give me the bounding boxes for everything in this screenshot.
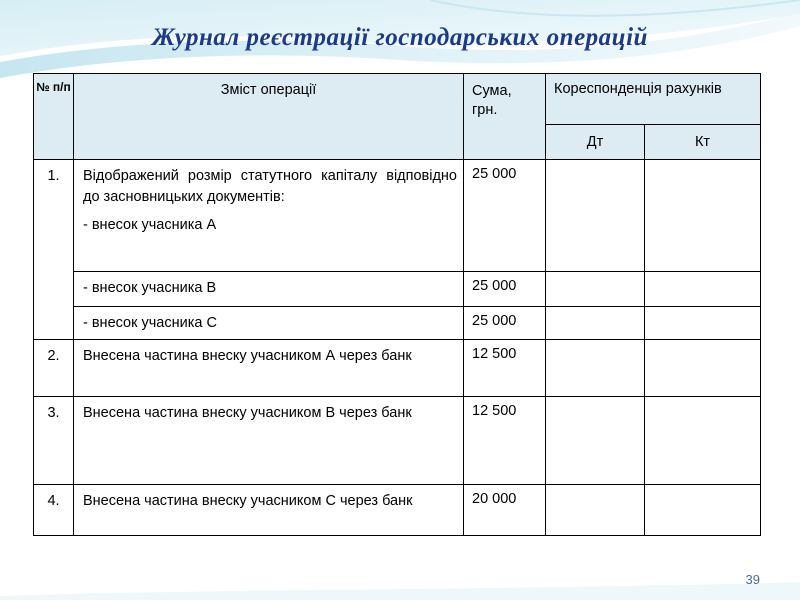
col-header-correspondence: Кореспонденція рахунків [546,74,761,125]
row-number: 2. [34,340,74,397]
table-row [34,485,761,536]
page-title: Журнал реєстрації господарських операцій [152,24,648,51]
row-number: 1. [34,160,74,340]
col-header-content: Зміст операції [74,74,464,160]
operation-content: Внесена частина внеску учасником А через банк [74,340,464,397]
credit-cell [645,397,761,485]
operations-journal-table [33,73,761,536]
operation-content: - внесок учасника В [74,272,464,307]
credit-cell [645,160,761,272]
col-header-num: № п/п [34,74,74,160]
debit-cell [546,307,645,340]
operation-content: Внесена частина внеску учасником В через банк [74,397,464,485]
table-row [34,307,761,340]
table-row [34,397,761,485]
table-row [34,340,761,397]
operation-content: - внесок учасника С [74,307,464,340]
debit-cell [546,485,645,536]
table-row [34,272,761,307]
credit-cell [645,485,761,536]
operation-content [74,160,464,272]
debit-cell [546,160,645,272]
credit-cell [645,272,761,307]
credit-cell [645,307,761,340]
operation-sum: 25 000 [464,307,546,340]
table-row [34,160,761,272]
operation-sum: 20 000 [464,485,546,536]
col-header-credit: Кт [645,125,761,160]
page-number: 39 [745,572,760,587]
operation-subitem: - внесок учасника А [83,217,217,234]
credit-cell [645,340,761,397]
operation-sum: 12 500 [464,397,546,485]
operation-sum: 25 000 [464,272,546,307]
debit-cell [546,397,645,485]
debit-cell [546,340,645,397]
operation-sum: 25 000 [464,160,546,272]
row-number: 3. [34,397,74,485]
col-header-sum: Сума, грн. [464,74,546,160]
col-header-debit: Дт [546,125,645,160]
operation-sum: 12 500 [464,340,546,397]
debit-cell [546,272,645,307]
row-number: 4. [34,485,74,536]
operation-text: Відображений розмір статутного капіталу відповідно до засновницьких документів: [83,168,457,206]
header-row [34,74,761,125]
operation-content: Внесена частина внеску учасником С через банк [74,485,464,536]
